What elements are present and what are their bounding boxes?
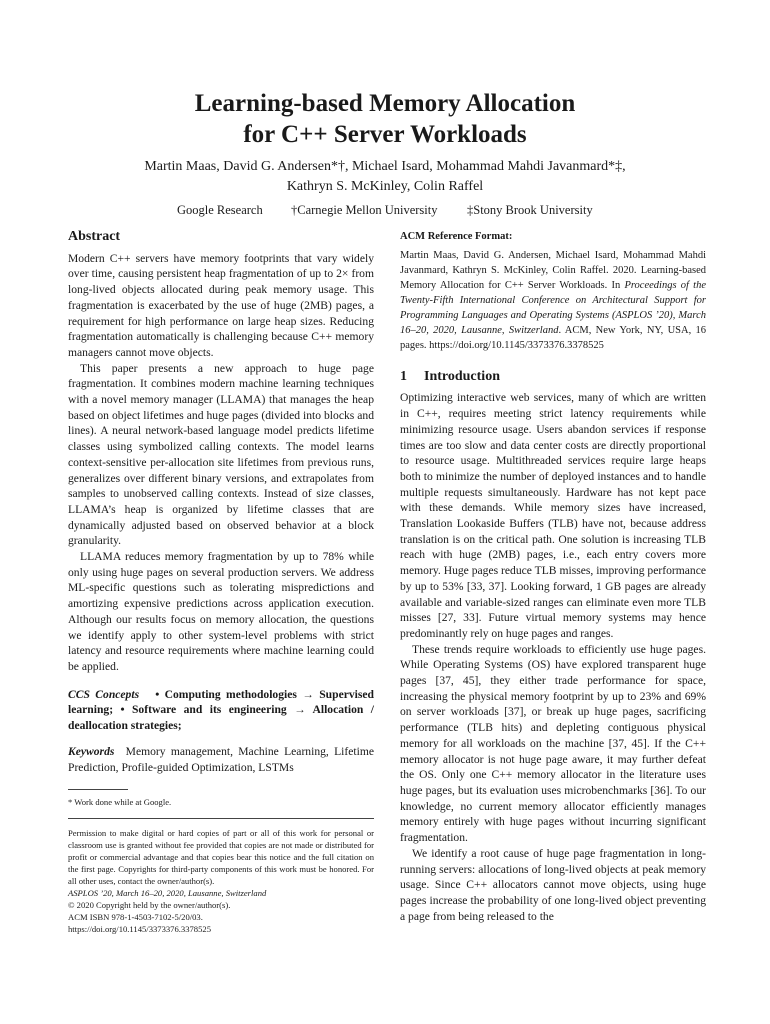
introduction-heading	[400, 369, 706, 385]
acm-reference-plain-2: . ACM, New York, NY, USA, 16 pages. https://doi.org/10.1145/3373376.3378525	[400, 324, 706, 351]
affiliation-stony-brook: ‡Stony Brook University	[467, 203, 593, 217]
right-column	[400, 229, 706, 924]
abstract-paragraph-3: LLAMA reduces memory fragmentation by up to 78% while only using huge pages on several production servers. We address ML-specific questions such as tolerating mispredictions and amortizing expensive predictions across application execution. Although our results focus on memory allocation, the questions we identify apply to other system-level problems with strict latency and resource requirements where machine learning could be applied.	[68, 550, 374, 673]
author-list	[0, 157, 770, 197]
ccs-label: CCS Concepts	[68, 687, 140, 701]
abstract-paragraph-1: Modern C++ servers have memory footprints that vary widely over time, causing persistent heap fragmentation of up to 2× from long-lived objects allocated during peak memory usage. This fragmentation is exacerbated by the use of huge (2MB) pages, a requirement for high performance on large heap sizes. Reducing fragmentation automatically is challenging because C++ memory managers cannot move objects.	[68, 251, 374, 359]
doi-line: https://doi.org/10.1145/3373376.3378525	[68, 924, 211, 935]
footnote-rule	[68, 789, 128, 790]
affiliation-google: Google Research	[177, 203, 263, 217]
keywords-label: Keywords	[68, 744, 115, 758]
authors-line-2: Kathryn S. McKinley, Colin Raffel	[286, 179, 484, 194]
footnote: * Work done while at Google.	[68, 797, 172, 808]
acm-reference-plain-1: Martin Maas, David G. Andersen, Michael Isard, Mohammad Mahdi Javanmard, Kathryn S. McKinley, Colin Raffel. 2020. Learning-based Memory Allocation for C++ Server Workloads. In	[400, 249, 706, 291]
acm-reference-heading: ACM Reference Format:	[400, 231, 513, 242]
permission-notice: Permission to make digital or hard copies of part or all of this work for personal or classroom use is granted without fee provided that copies are not made or distributed for profit or commercial advantage and that copies bear this notice and the full citation on the first page. Copyrights for third-party components of this work must be honored. For all other uses, contact the owner/author(s).	[68, 828, 374, 887]
title-line-1: Learning-based Memory Allocation	[194, 90, 576, 117]
intro-paragraph-2: These trends require workloads to efficiently use huge pages. While Operating Systems (OS) have explored transparent huge pages [37, 45], they either trade performance for space, increasing the physical memory footprint by up to 23% and 69% on server workloads [37], or break up huge pages, sacrificing performance (TLB hits) and depleting contiguous physical memory for all workloads on the machine [37, 45]. If the C++ memory allocator is not huge page aware, it may further defeat the OS. Only one C++ memory allocator in the literature uses huge pages, but its evaluation uses microbenchmarks [36]. To our knowledge, no current memory allocator efficiently manages memory entirely with huge pages without incurring significant fragmentation.	[400, 642, 706, 845]
isbn-line: ACM ISBN 978-1-4503-7102-5/20/03.	[68, 912, 203, 923]
intro-paragraph-1: Optimizing interactive web services, many of which are written in C++, requires meeting strict latency requirements while minimizing resource usage. Users abandon services if response times are too slow and data center costs are directly proportional to resource usage. Multithreaded services require large heaps both to minimize the number of deployed instances and to handle multiple requests simultaneously. Hardware has not kept pace with these demands. While memory sizes have increased, Translation Lookaside Buffers (TLB) have not, because address translation is on the critical path. One solution is increasing TLB reach with huge (2MB) pages, i.e., each entry covers more memory. Huge pages reduce TLB misses, improving performance by up to 53% [33, 37]. Looking forward, 1 GB pages are already available and variable-sized ranges can eliminate even more TLB misses [27, 33]. Future virtual memory systems may hence predominantly rely on huge pages and ranges.	[400, 391, 706, 640]
title-line-2: for C++ Server Workloads	[243, 121, 527, 148]
left-column	[68, 229, 374, 935]
venue-line: ASPLOS ’20, March 16–20, 2020, Lausanne, Switzerland	[68, 888, 267, 899]
ccs-text: • Computing methodologies → Supervised learning; • Software and its engineering → Allocation / deallocation strategies;	[68, 687, 374, 733]
acm-reference-text	[400, 248, 706, 353]
permission-rule	[68, 818, 374, 819]
affiliation-cmu: †Carnegie Mellon University	[291, 203, 438, 217]
keywords	[68, 744, 374, 775]
acm-reference-proceedings: Proceedings of the Twenty-Fifth International Conference on Architectural Support for Programming Languages and Operating Systems (ASPLOS ’20), March 16–20, 2020, Lausanne, Switzerland	[400, 279, 706, 336]
paper-title	[0, 88, 770, 150]
abstract-heading: Abstract	[68, 229, 121, 244]
intro-paragraph-3: We identify a root cause of huge page fragmentation in long-running servers: allocations of long-lived objects at peak memory usage. Since C++ allocators cannot move objects, using huge pages increase the probability of one long-lived object preventing a page from being released to the	[400, 846, 706, 923]
section-number: 1	[400, 368, 407, 384]
keywords-text: Memory management, Machine Learning, Lifetime Prediction, Profile-guided Optimization, LSTMs	[68, 744, 375, 774]
authors-line-1: Martin Maas, David G. Andersen*†, Michael Isard, Mohammad Mahdi Javanmard*‡,	[144, 159, 626, 174]
ccs-concepts	[68, 687, 374, 734]
copyright-line: © 2020 Copyright held by the owner/author(s).	[68, 900, 231, 911]
abstract-paragraph-2: This paper presents a new approach to huge page fragmentation. It combines modern machine learning techniques with a novel memory manager (LLAMA) that manages the heap based on object lifetimes and huge pages (divided into blocks and lines). A neural network-based language model predicts lifetime classes using symbolized calling contexts. The model learns context-sensitive per-allocation site lifetimes from previous runs, generalizes over different binary versions, and extrapolates from samples to unobserved calling contexts. Instead of size classes, LLAMA’s heap is organized by lifetime classes that are dynamically adjusted based on observed behavior at a block granularity.	[68, 361, 374, 548]
section-title: Introduction	[424, 368, 500, 384]
